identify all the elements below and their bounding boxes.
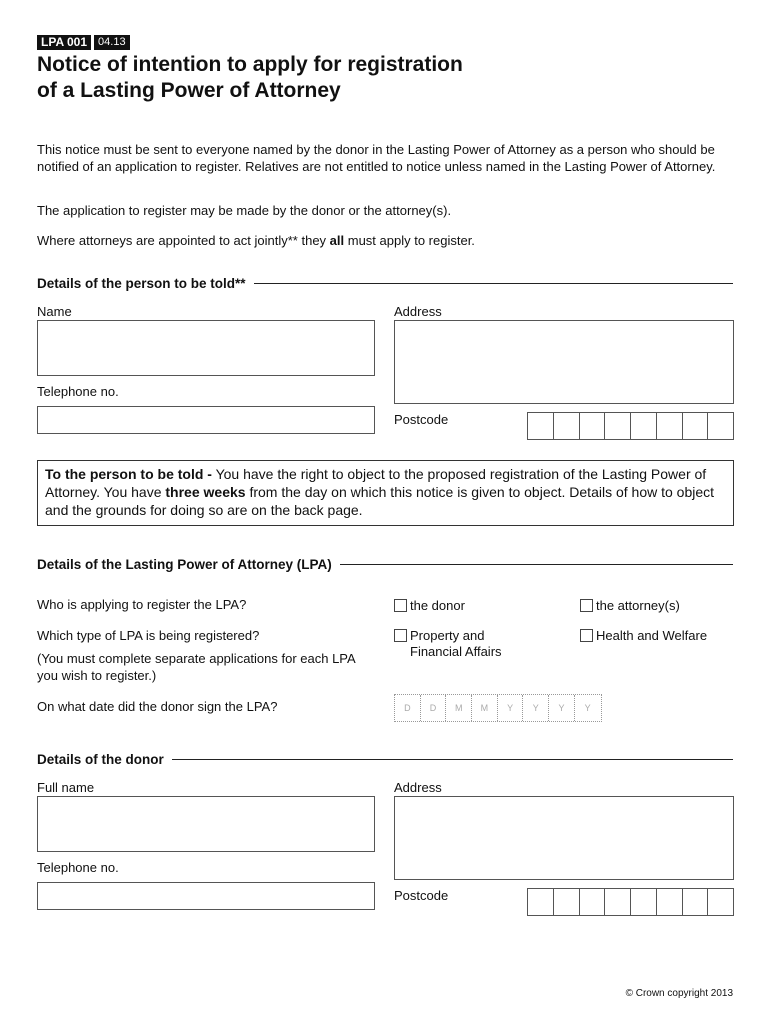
fullname-label: Full name bbox=[37, 780, 95, 795]
postcode-cell[interactable] bbox=[605, 413, 631, 439]
postcode-label: Postcode bbox=[394, 412, 449, 427]
section-lpa-heading: Details of the Lasting Power of Attorney (LPA) bbox=[37, 557, 332, 572]
option-property-financial[interactable] bbox=[394, 628, 502, 660]
date-cell-day[interactable]: D bbox=[395, 695, 421, 721]
notice-box bbox=[37, 460, 734, 526]
person-name-field[interactable] bbox=[37, 320, 375, 376]
date-cell-year[interactable]: Y bbox=[523, 695, 549, 721]
notice-lead: To the person to be told - bbox=[45, 466, 212, 482]
date-cell-year[interactable]: Y bbox=[549, 695, 575, 721]
form-code: LPA 001 bbox=[37, 35, 91, 50]
postcode-cell[interactable] bbox=[528, 413, 554, 439]
attorneys-checkbox[interactable] bbox=[580, 599, 593, 612]
option-health-welfare[interactable] bbox=[580, 628, 707, 643]
option-label: Health and Welfare bbox=[596, 628, 708, 643]
name-label: Name bbox=[37, 304, 72, 319]
postcode-cell[interactable] bbox=[528, 889, 554, 915]
date-cell-year[interactable]: Y bbox=[498, 695, 524, 721]
telephone-label: Telephone no. bbox=[37, 384, 119, 399]
date-cell-day[interactable]: D bbox=[421, 695, 447, 721]
postcode-cell[interactable] bbox=[657, 889, 683, 915]
section-donor bbox=[37, 752, 733, 767]
donor-fullname-field[interactable] bbox=[37, 796, 375, 852]
notice-text-2: from the day on which this notice is given to object. Details of how to object and the grounds for doing so are on the back page. bbox=[45, 484, 715, 518]
notice-text-1: You have the right to object to the proposed registration of the Lasting Power of Attorney. You have bbox=[45, 466, 707, 500]
page-title bbox=[37, 52, 657, 104]
section-rule bbox=[254, 283, 733, 284]
donor-telephone-field[interactable] bbox=[37, 882, 375, 910]
postcode-cell[interactable] bbox=[580, 889, 606, 915]
option-label: the donor bbox=[410, 598, 465, 613]
date-cell-year[interactable]: Y bbox=[584, 703, 591, 713]
donor-checkbox[interactable] bbox=[394, 599, 407, 612]
health-checkbox[interactable] bbox=[580, 629, 593, 642]
notice-three-weeks: three weeks bbox=[165, 484, 246, 500]
section-person-told-heading: Details of the person to be told** bbox=[37, 276, 246, 291]
section-donor-heading: Details of the donor bbox=[37, 752, 164, 767]
who-applying-question: Who is applying to register the LPA? bbox=[37, 597, 247, 612]
donor-address-label: Address bbox=[394, 780, 442, 795]
person-address-field[interactable] bbox=[394, 320, 734, 404]
donor-telephone-label: Telephone no. bbox=[37, 860, 119, 875]
donor-address-field[interactable] bbox=[394, 796, 734, 880]
postcode-cell[interactable] bbox=[631, 413, 657, 439]
option-label: the attorney(s) bbox=[596, 598, 680, 613]
section-person-told bbox=[37, 276, 733, 291]
intro-p3-text-b: must apply to register. bbox=[344, 233, 475, 248]
postcode-cell[interactable] bbox=[631, 889, 657, 915]
form-code-badge bbox=[37, 35, 130, 50]
option-the-donor[interactable] bbox=[394, 598, 465, 613]
date-cell-month[interactable]: M bbox=[446, 695, 472, 721]
donor-postcode-label: Postcode bbox=[394, 888, 449, 903]
postcode-cell[interactable] bbox=[683, 413, 709, 439]
option-label-line-1: Property and bbox=[410, 628, 485, 643]
title-line-1: Notice of intention to apply for registration bbox=[37, 53, 463, 76]
section-rule bbox=[340, 564, 733, 565]
form-version: 04.13 bbox=[94, 35, 130, 50]
intro-paragraph-1: This notice must be sent to everyone named by the donor in the Lasting Power of Attorney as a person who should be notified of an application to register. Relatives are not entitled to notice unless named in the Lasting Power of Attorney. bbox=[37, 142, 716, 174]
person-postcode-field[interactable] bbox=[527, 412, 734, 440]
date-signed-field[interactable] bbox=[394, 694, 602, 722]
intro-p3-bold: all bbox=[329, 233, 345, 248]
date-question: On what date did the donor sign the LPA? bbox=[37, 699, 278, 714]
intro-paragraph-2: The application to register may be made by the donor or the attorney(s). bbox=[37, 203, 452, 218]
section-lpa bbox=[37, 557, 733, 572]
option-the-attorneys[interactable] bbox=[580, 598, 680, 613]
copyright-notice: © Crown copyright 2013 bbox=[625, 988, 733, 999]
postcode-cell[interactable] bbox=[657, 413, 683, 439]
intro-p3-text-a: Where attorneys are appointed to act jointly** they bbox=[37, 233, 330, 248]
title-line-2: of a Lasting Power of Attorney bbox=[37, 79, 341, 102]
section-rule bbox=[172, 759, 733, 760]
date-cell-month[interactable]: M bbox=[472, 695, 498, 721]
postcode-cell[interactable] bbox=[554, 889, 580, 915]
address-label: Address bbox=[394, 304, 442, 319]
person-telephone-field[interactable] bbox=[37, 406, 375, 434]
donor-postcode-field[interactable] bbox=[527, 888, 734, 916]
property-checkbox[interactable] bbox=[394, 629, 407, 642]
postcode-cell[interactable] bbox=[683, 889, 709, 915]
postcode-cell[interactable] bbox=[708, 413, 733, 439]
lpa-type-question: Which type of LPA is being registered? bbox=[37, 628, 260, 643]
postcode-cell[interactable] bbox=[580, 413, 606, 439]
postcode-cell[interactable] bbox=[708, 889, 733, 915]
intro-paragraph-3 bbox=[37, 233, 737, 250]
lpa-type-note: (You must complete separate applications for each LPA you wish to register.) bbox=[37, 651, 355, 683]
option-label-line-2: Financial Affairs bbox=[410, 644, 502, 659]
option-label bbox=[410, 628, 502, 660]
postcode-cell[interactable] bbox=[554, 413, 580, 439]
postcode-cell[interactable] bbox=[605, 889, 631, 915]
